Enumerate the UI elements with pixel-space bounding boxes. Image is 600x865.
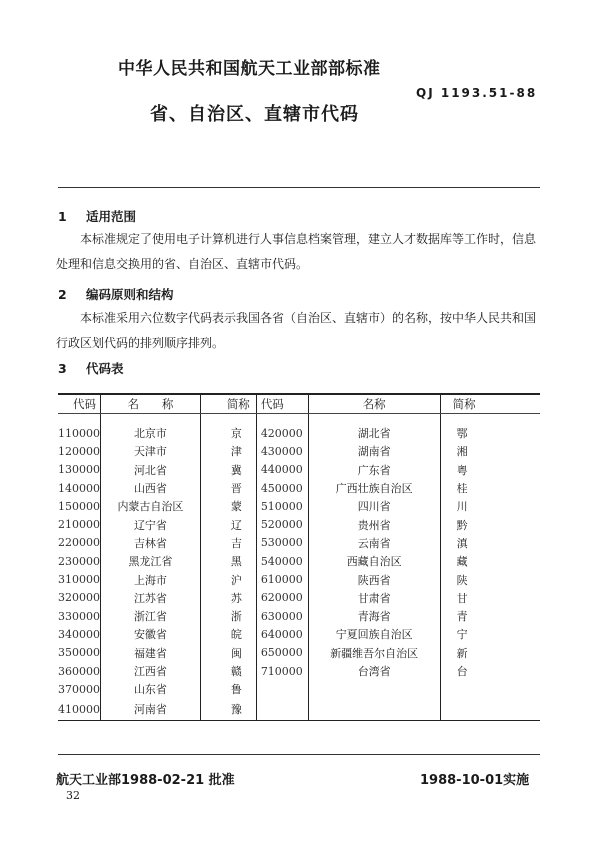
table-row	[58, 680, 540, 698]
cell-code-left: 150000	[58, 499, 100, 513]
cell-name-left: 河北省	[101, 461, 201, 479]
cell-abbr-left: 沪	[200, 570, 256, 588]
cell-code-left: 370000	[58, 682, 100, 696]
table-row	[58, 552, 540, 570]
table-header-row	[58, 394, 540, 414]
cell-name-right: 陕西省	[308, 570, 440, 588]
cell-code-right: 650000	[256, 644, 308, 662]
table-spacer-row	[58, 414, 540, 425]
cell-abbr-right: 藏	[440, 552, 540, 570]
cell-name-right: 广西壮族自治区	[308, 479, 440, 497]
issuing-authority-title: 中华人民共和国航天工业部部标准	[118, 59, 381, 79]
standard-number: QJ 1193.51-88	[416, 86, 538, 100]
section-1-number: 1	[58, 209, 67, 224]
cell-code-right: 450000	[256, 479, 308, 497]
cell-code-right: 430000	[256, 442, 308, 460]
cell-name-left: 天津市	[101, 442, 201, 460]
cell-code-right: 620000	[256, 589, 308, 607]
section-3-title: 代码表	[86, 361, 124, 376]
cell-name-right: 宁夏回族自治区	[308, 625, 440, 643]
header-abbr-left: 简称	[200, 394, 256, 414]
cell-name-right	[308, 698, 440, 721]
cell-abbr-right: 陕	[440, 570, 540, 588]
cell-code-left: 130000	[58, 463, 100, 477]
cell-name-left: 福建省	[101, 644, 201, 662]
table-row	[58, 644, 540, 662]
cell-abbr-left: 黑	[200, 552, 256, 570]
table-row	[58, 698, 540, 721]
cell-abbr-left: 闽	[200, 644, 256, 662]
cell-name-left: 江苏省	[101, 589, 201, 607]
table-row	[58, 607, 540, 625]
cell-code-right: 540000	[256, 552, 308, 570]
cell-code-left: 320000	[58, 591, 100, 605]
cell-abbr-right: 青	[440, 607, 540, 625]
table-row	[58, 625, 540, 643]
cell-code-right: 710000	[256, 662, 308, 680]
cell-abbr-left: 皖	[200, 625, 256, 643]
table-row	[58, 534, 540, 552]
header-abbr-right: 简称	[440, 394, 540, 414]
cell-code-left: 210000	[58, 518, 100, 532]
header-name-left: 名 称	[101, 394, 201, 414]
section-1-title: 适用范围	[86, 209, 137, 224]
cell-name-right: 青海省	[308, 607, 440, 625]
cell-abbr-right: 川	[440, 497, 540, 515]
cell-code-left: 220000	[58, 536, 100, 550]
cell-name-right: 云南省	[308, 534, 440, 552]
table-row	[58, 479, 540, 497]
cell-name-right: 西藏自治区	[308, 552, 440, 570]
cell-name-right: 甘肃省	[308, 589, 440, 607]
section-3-heading	[58, 359, 124, 377]
cell-abbr-right: 粤	[440, 461, 540, 479]
header-name-right: 名称	[308, 394, 440, 414]
cell-name-left: 辽宁省	[101, 515, 201, 533]
cell-abbr-left: 辽	[200, 515, 256, 533]
approval-date: 航天工业部1988-02-21 批准	[56, 773, 235, 788]
cell-name-left: 安徽省	[101, 625, 201, 643]
cell-name-right: 新疆维吾尔自治区	[308, 644, 440, 662]
cell-code-left: 310000	[58, 573, 100, 587]
cell-code-right: 510000	[256, 497, 308, 515]
cell-code-right	[256, 698, 308, 721]
cell-abbr-left: 冀	[200, 461, 256, 479]
cell-abbr-left: 吉	[200, 534, 256, 552]
cell-code-right: 640000	[256, 625, 308, 643]
table-row	[58, 497, 540, 515]
table-row	[58, 570, 540, 588]
cell-code-left: 230000	[58, 554, 100, 568]
header-code-left: 代码	[58, 394, 101, 414]
section-2-heading	[58, 285, 174, 303]
cell-name-right: 四川省	[308, 497, 440, 515]
cell-abbr-left: 苏	[200, 589, 256, 607]
section-1-text: 本标准规定了使用电子计算机进行人事信息档案管理，建立人才数据库等工作时，信息处理和信息交换用的省、自治区、直辖市代码。	[56, 232, 537, 271]
cell-name-left: 江西省	[101, 662, 201, 680]
cell-code-left: 330000	[58, 609, 100, 623]
cell-abbr-left: 晋	[200, 479, 256, 497]
cell-code-left: 140000	[58, 481, 100, 495]
cell-name-left: 内蒙古自治区	[101, 497, 201, 515]
cell-name-right: 湖北省	[308, 424, 440, 442]
cell-abbr-left: 蒙	[200, 497, 256, 515]
cell-abbr-right	[440, 698, 540, 721]
section-3-number: 3	[58, 361, 67, 376]
cell-code-left: 110000	[58, 426, 100, 440]
section-2-title: 编码原则和结构	[86, 287, 174, 302]
cell-name-left: 山西省	[101, 479, 201, 497]
table-row	[58, 424, 540, 442]
table-row	[58, 442, 540, 460]
cell-code-left: 410000	[58, 698, 101, 721]
section-2-number: 2	[58, 287, 67, 302]
cell-abbr-left: 浙	[200, 607, 256, 625]
footer-divider	[58, 754, 540, 755]
cell-name-left: 上海市	[101, 570, 201, 588]
cell-code-right: 610000	[256, 570, 308, 588]
cell-name-left: 浙江省	[101, 607, 201, 625]
cell-code-right: 520000	[256, 515, 308, 533]
cell-code-left: 120000	[58, 444, 100, 458]
effective-date: 1988-10-01实施	[420, 773, 530, 788]
cell-name-right: 湖南省	[308, 442, 440, 460]
cell-name-left: 吉林省	[101, 534, 201, 552]
cell-abbr-right	[440, 680, 540, 698]
table-row	[58, 461, 540, 479]
cell-abbr-right: 台	[440, 662, 540, 680]
cell-code-right	[256, 680, 308, 698]
cell-name-right: 台湾省	[308, 662, 440, 680]
cell-code-left: 340000	[58, 627, 100, 641]
cell-abbr-left: 津	[200, 442, 256, 460]
code-table	[58, 393, 540, 721]
section-1-heading	[58, 207, 136, 225]
cell-abbr-left: 豫	[200, 698, 256, 721]
cell-abbr-right: 鄂	[440, 424, 540, 442]
table-row	[58, 515, 540, 533]
cell-name-left: 北京市	[101, 424, 201, 442]
cell-abbr-right: 滇	[440, 534, 540, 552]
cell-code-right: 440000	[256, 461, 308, 479]
cell-abbr-right: 黔	[440, 515, 540, 533]
cell-name-left: 河南省	[101, 698, 201, 721]
cell-code-left: 350000	[58, 646, 100, 660]
cell-abbr-left: 赣	[200, 662, 256, 680]
cell-name-right	[308, 680, 440, 698]
header-divider	[58, 187, 540, 188]
cell-name-right: 贵州省	[308, 515, 440, 533]
cell-code-right: 420000	[256, 424, 308, 442]
cell-abbr-right: 甘	[440, 589, 540, 607]
cell-abbr-left: 鲁	[200, 680, 256, 698]
section-2-text: 本标准采用六位数字代码表示我国各省（自治区、直辖市）的名称，按中华人民共和国行政区划代码的排列顺序排列。	[56, 311, 537, 350]
cell-abbr-right: 新	[440, 644, 540, 662]
cell-name-right: 广东省	[308, 461, 440, 479]
cell-code-right: 530000	[256, 534, 308, 552]
cell-abbr-right: 桂	[440, 479, 540, 497]
cell-abbr-right: 湘	[440, 442, 540, 460]
table-row	[58, 662, 540, 680]
header-code-right: 代码	[256, 394, 308, 414]
cell-code-right: 630000	[256, 607, 308, 625]
cell-code-left: 360000	[58, 664, 100, 678]
cell-abbr-left: 京	[200, 424, 256, 442]
cell-abbr-right: 宁	[440, 625, 540, 643]
document-title: 省、自治区、直辖市代码	[150, 104, 359, 125]
cell-name-left: 黑龙江省	[101, 552, 201, 570]
table-row	[58, 589, 540, 607]
cell-name-left: 山东省	[101, 680, 201, 698]
page-number: 32	[66, 789, 80, 802]
